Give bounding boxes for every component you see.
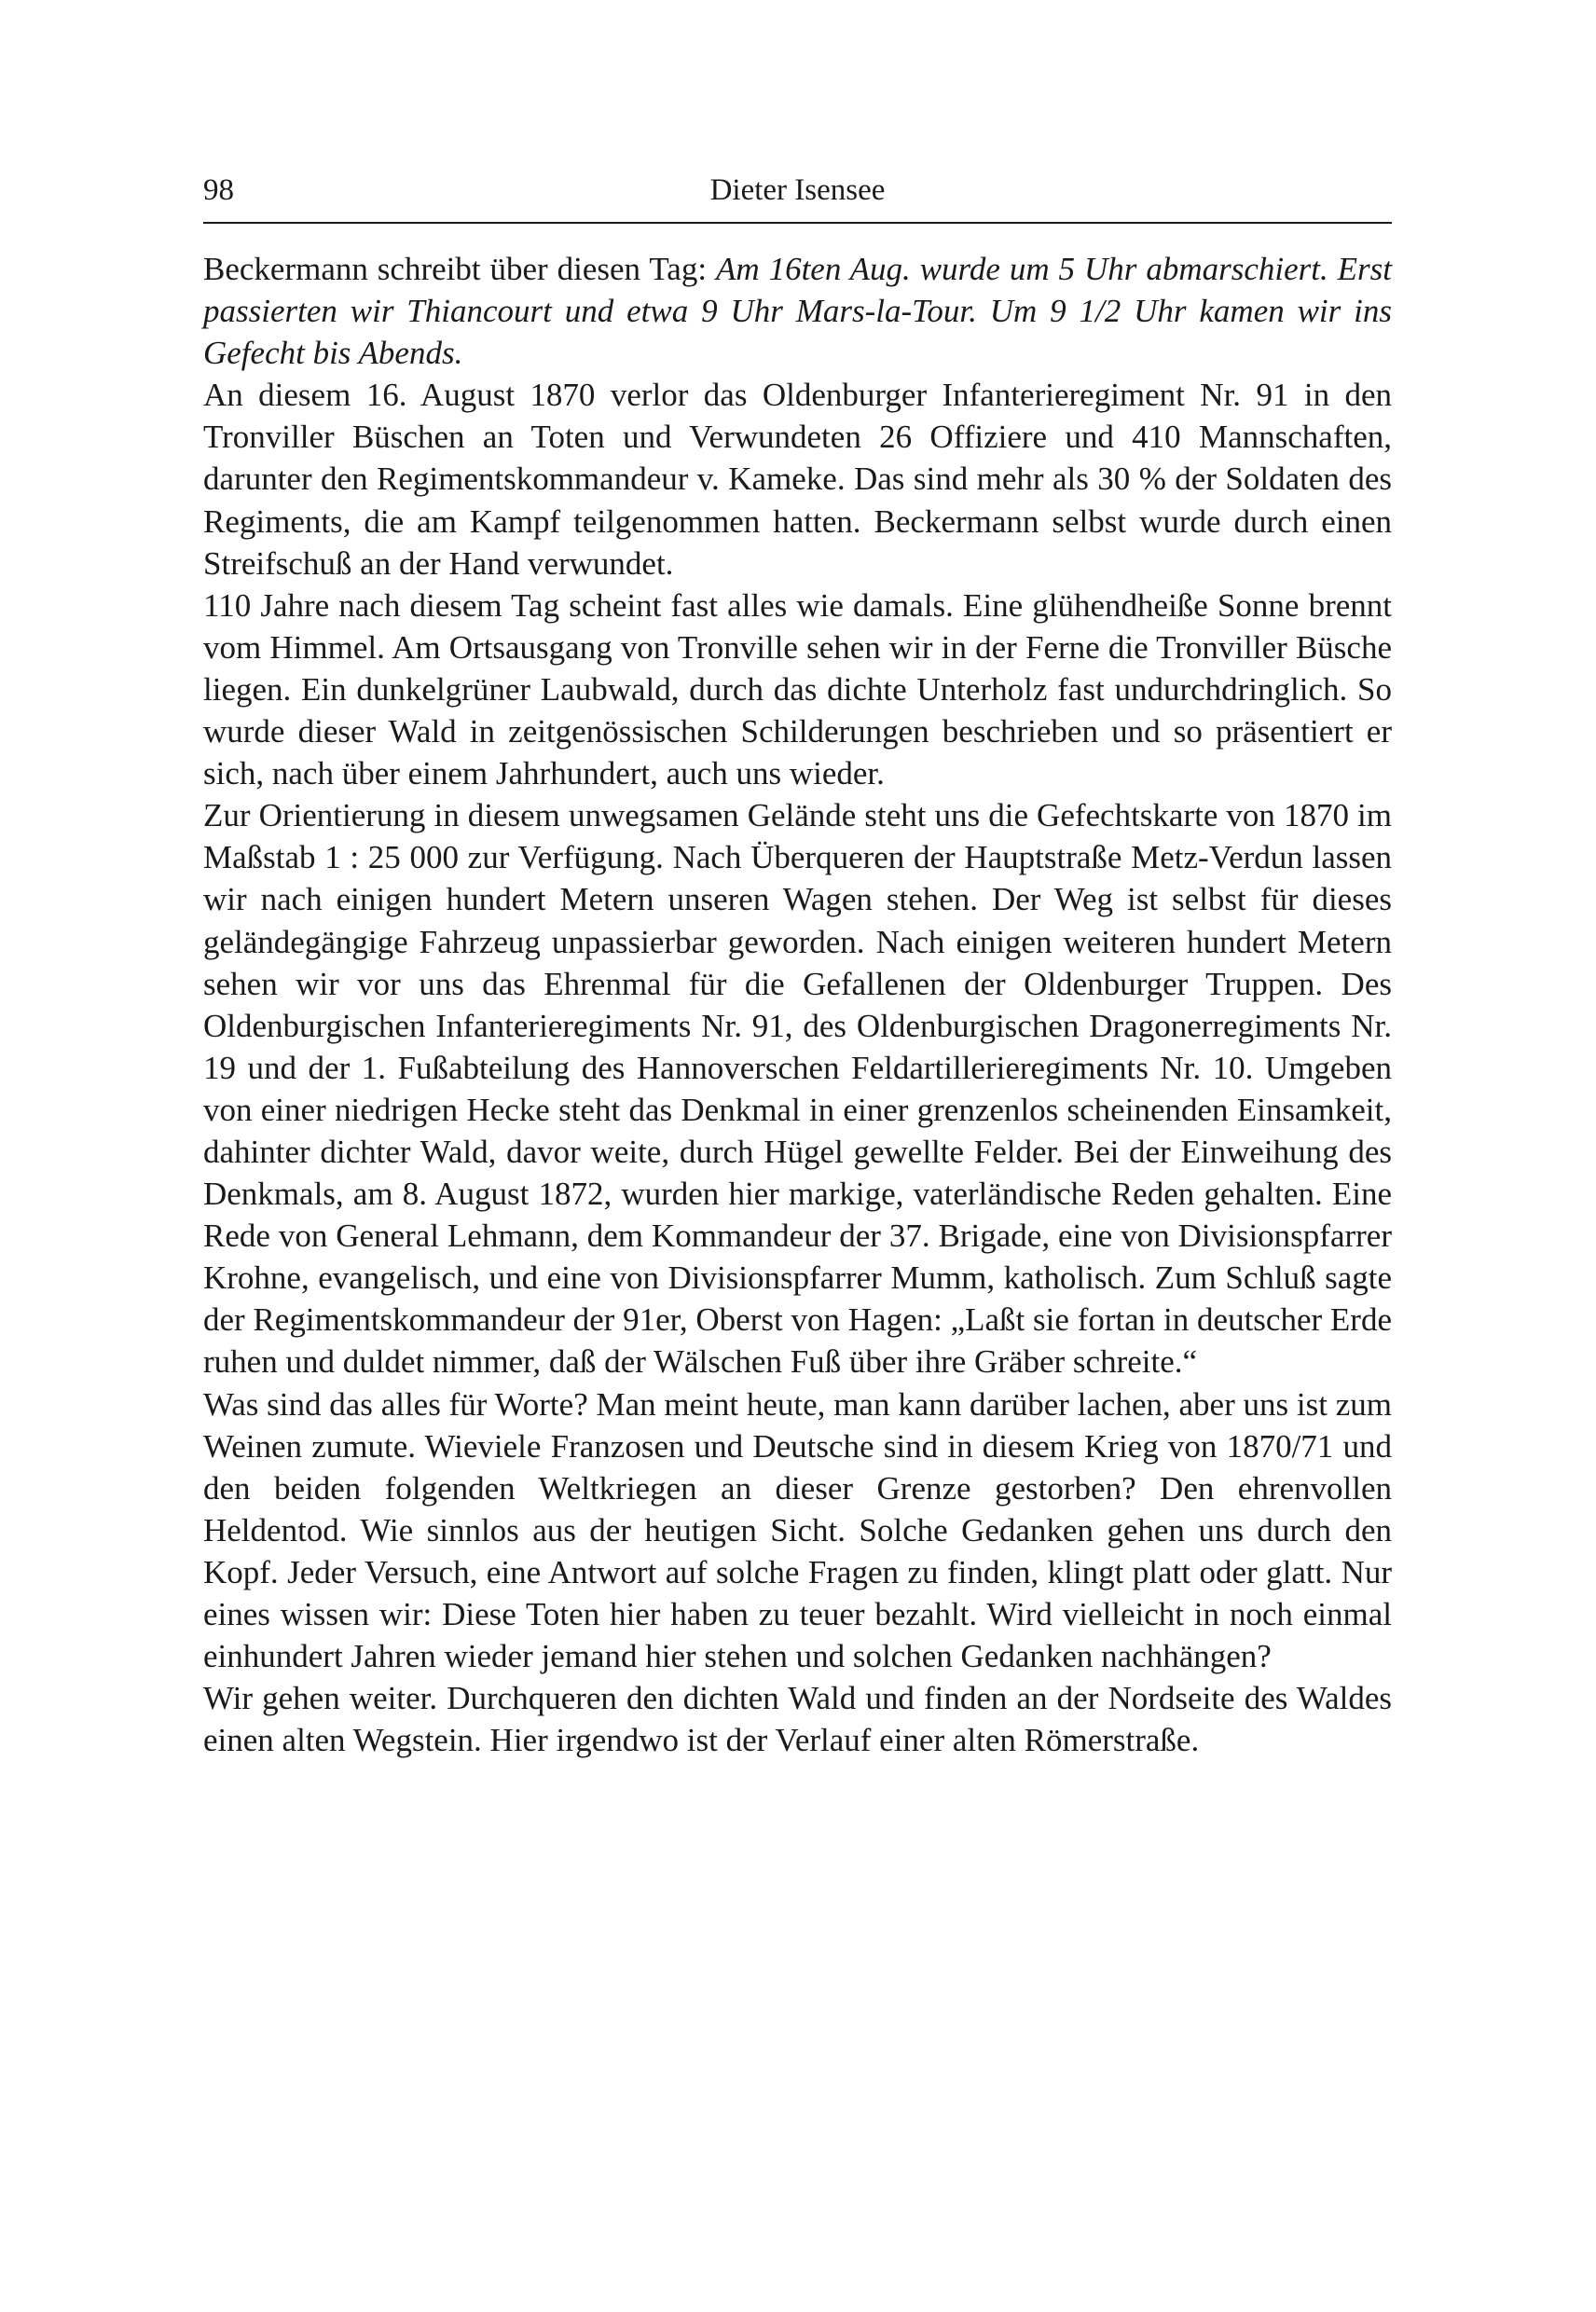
page-header <box>203 164 1392 214</box>
paragraph-2: An diesem 16. August 1870 verlor das Oldenburger Infanterieregiment Nr. 91 in den Tronviller Büschen an Toten und Verwundeten 26 Offiziere und 410 Mannschaften, darunter den Regimentskommandeur v. Kameke. Das sind mehr als 30 % der Soldaten des Regiments, die am Kampf teilgenommen hatten. Beckermann selbst wurde durch einen Streifschuß an der Hand verwundet. <box>203 377 1392 582</box>
page-number: 98 <box>203 173 234 207</box>
header-rule <box>203 222 1392 224</box>
paragraph-4: Zur Orientierung in diesem unwegsamen Gelände steht uns die Gefechtskarte von 1870 im Maßstab 1 : 25 000 zur Verfügung. Nach Überqueren der Hauptstraße Metz-Verdun lassen wir nach einigen hundert Metern unseren Wagen stehen. Der Weg ist selbst für dieses geländegängige Fahrzeug unpassierbar geworden. Nach einigen weiteren hundert Metern sehen wir vor uns das Ehrenmal für die Gefallenen der Oldenburger Truppen. Des Oldenburgischen Infanterieregiments Nr. 91, des Oldenburgischen Dragonerregiments Nr. 19 und der 1. Fußabteilung des Hannoverschen Feldartillerieregiments Nr. 10. Umgeben von einer niedrigen Hecke steht das Denkmal in einer grenzenlos scheinenden Einsamkeit, dahinter dichter Wald, davor weite, durch Hügel gewellte Felder. Bei der Einweihung des Denkmals, am 8. August 1872, wurden hier markige, vaterländische Reden gehalten. Eine Rede von General Lehmann, dem Kommandeur der 37. Brigade, eine von Divisionspfarrer Krohne, evangelisch, und eine von Divisionspfarrer Mumm, katholisch. Zum Schluß sagte der Regimentskommandeur der 91er, Oberst von Hagen: „Laßt sie fortan in deutscher Erde ruhen und duldet nimmer, daß der Wälschen Fuß über ihre Gräber schreite.“ <box>203 797 1392 1381</box>
paragraph-3: 110 Jahre nach diesem Tag scheint fast alles wie damals. Eine glühendheiße Sonne brennt vom Himmel. Am Ortsausgang von Tronville sehen wir in der Ferne die Tronviller Büsche liegen. Ein dunkelgrüner Laubwald, durch das dichte Unterholz fast undurchdringlich. So wurde dieser Wald in zeitgenössischen Schilderungen beschrieben und so präsentiert er sich, nach über einem Jahrhundert, auch uns wieder. <box>203 586 1392 792</box>
body-text <box>203 248 1392 1761</box>
paragraph-1-intro: Beckermann schreibt über diesen Tag: <box>203 251 716 287</box>
paragraph-6: Wir gehen weiter. Durchqueren den dichten Wald und finden an der Nordseite des Waldes einen alten Wegstein. Hier irgendwo ist der Verlauf einer alten Römerstraße. <box>203 1680 1392 1759</box>
paragraph-1 <box>203 248 1392 374</box>
paragraph-5: Was sind das alles für Worte? Man meint heute, man kann darüber lachen, aber uns ist zum Weinen zumute. Wieviele Franzosen und Deutsche sind in diesem Krieg von 1870/71 und den beiden folgenden Weltkriegen an dieser Grenze gestorben? Den ehrenvollen Heldentod. Wie sinnlos aus der heutigen Sicht. Solche Gedanken gehen uns durch den Kopf. Jeder Versuch, eine Antwort auf solche Fragen zu finden, klingt platt oder glatt. Nur eines wissen wir: Diese Toten hier haben zu teuer bezahlt. Wird vielleicht in noch einmal einhundert Jahren wieder jemand hier stehen und solchen Gedanken nachhängen? <box>203 1385 1392 1675</box>
running-head: Dieter Isensee <box>709 173 886 207</box>
diary-quote: Am 16ten Aug. wurde um 5 Uhr abmarschiert. Erst passierten wir Thiancourt und etwa 9 Uhr Mars-la-Tour. Um 9 1/2 Uhr kamen wir ins Gefecht bis Abends. <box>203 251 1392 372</box>
